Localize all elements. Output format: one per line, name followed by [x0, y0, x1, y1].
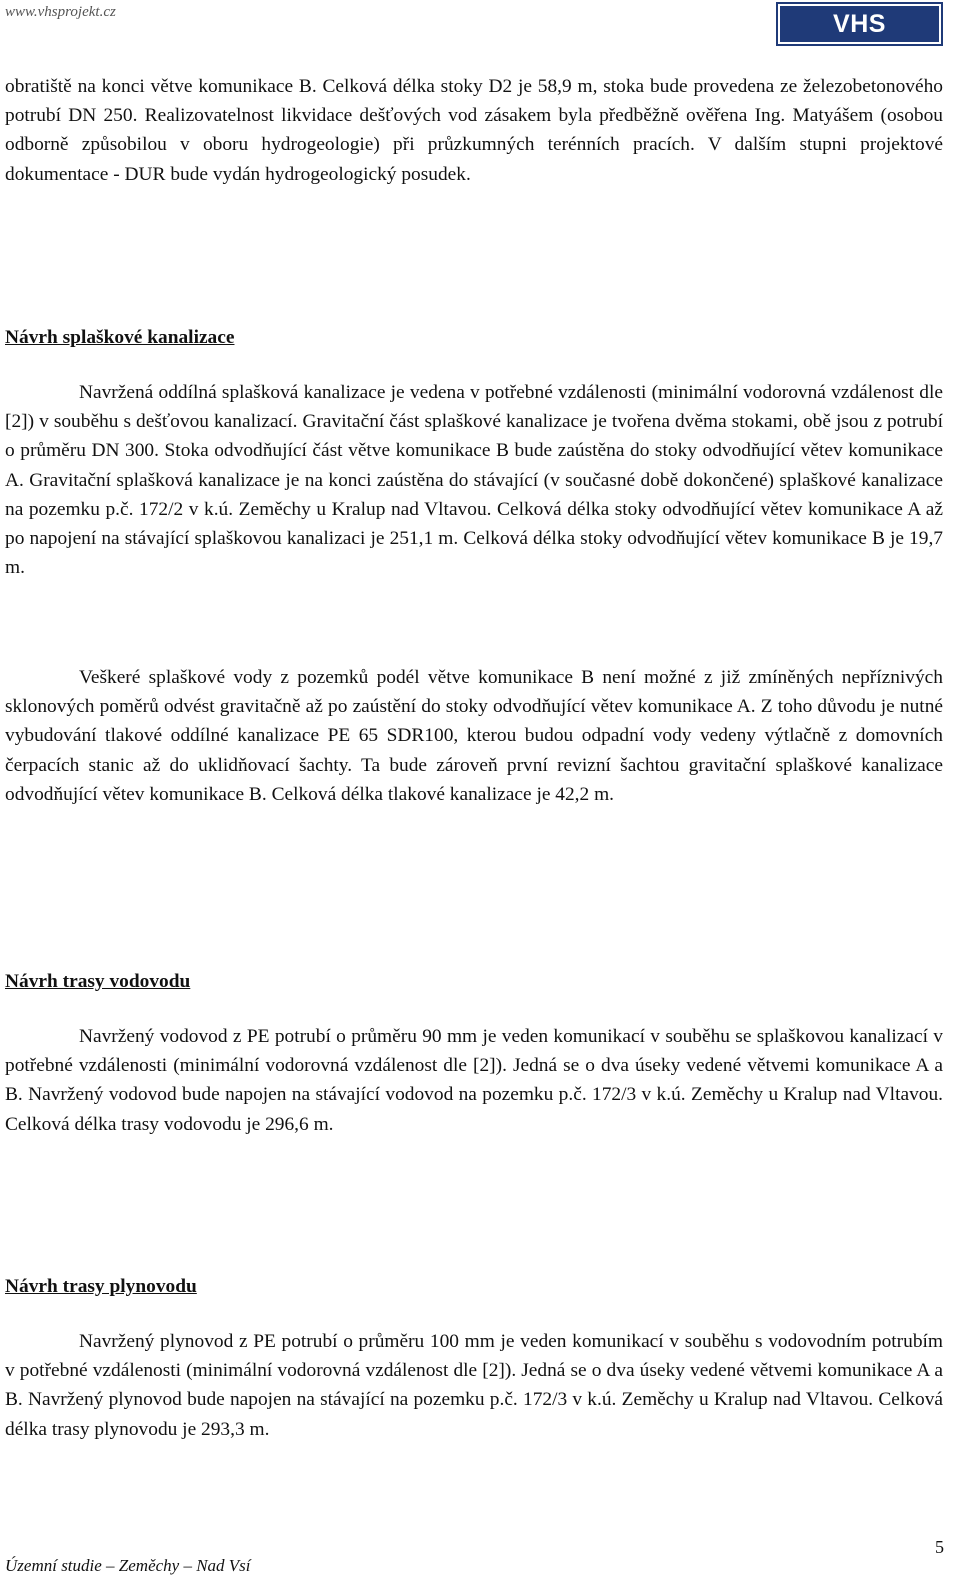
footer-title: Územní studie – Zeměchy – Nad Vsí	[5, 1556, 251, 1575]
logo-text: VHS PROJEKT	[780, 6, 939, 42]
section-heading-sewer: Návrh splaškové kanalizace	[5, 327, 235, 348]
header-url[interactable]: www.vhsprojekt.cz	[5, 4, 116, 20]
gas-paragraph: Navržený plynovod z PE potrubí o průměru 100 mm je veden komunikací v souběhu s vodovodním potrubím v potřebné vzdálenosti (minimální vodorovná vzdálenost dle [2]). Jedná se o dva úseky vedené větvemi komunikace A a B. Navržený plynovod bude napojen na stávající na pozemku p.č. 172/3 v k.ú. Zeměchy u Kralup nad Vltavou. Celková délka trasy plynovodu je 293,3 m.	[5, 1331, 943, 1440]
section-heading-gas: Návrh trasy plynovodu	[5, 1276, 197, 1297]
company-logo	[776, 2, 943, 74]
page-number: 5	[935, 1537, 944, 1557]
water-paragraph: Navržený vodovod z PE potrubí o průměru 90 mm je veden komunikací v souběhu se splaškovou kanalizací v potřebné vzdálenosti (minimální vodorovná vzdálenost dle [2]). Jedná se o dva úseky vedené větvemi komunikace A a B. Navržený vodovod bude napojen na stávající vodovod na pozemku p.č. 172/3 v k.ú. Zeměchy u Kralup nad Vltavou. Celková délka trasy vodovodu je 296,6 m.	[5, 1026, 943, 1135]
intro-paragraph: obratiště na konci větve komunikace B. Celková délka stoky D2 je 58,9 m, stoka bude provedena ze železobetonového potrubí DN 250. Realizovatelnost likvidace dešťových vod zásakem byla předběžně ověřena Ing. Matyášem (osobou odborně způsobilou v oboru hydrogeologie) při průzkumných terénních pracích. V dalším stupni projektové dokumentace - DUR bude vydán hydrogeologický posudek.	[5, 76, 943, 185]
sewer-paragraph-1: Navržená oddílná splašková kanalizace je vedena v potřebné vzdálenosti (minimální vodorovná vzdálenost dle [2]) v souběhu s dešťovou kanalizací. Gravitační část splaškové kanalizace je tvořena dvěma stokami, obě jsou z potrubí o průměru DN 300. Stoka odvodňující část větve komunikace B bude zaústěna do stoky odvodňující větev komunikace A. Gravitační splašková kanalizace je na konci zaústěna do stávající (v současné době dokončené) splaškové kanalizace na pozemku p.č. 172/2 v k.ú. Zeměchy u Kralup nad Vltavou. Celková délka stoky odvodňující větev komunikace A až po napojení na stávající splaškovou kanalizaci je 251,1 m. Celková délka stoky odvodňující větev komunikace B je 19,7 m.	[5, 382, 943, 579]
section-heading-water: Návrh trasy vodovodu	[5, 971, 191, 992]
sewer-paragraph-2: Veškeré splaškové vody z pozemků podél větve komunikace B není možné z již zmíněných nepříznivých sklonových poměrů odvést gravitačně až po zaústění do stoky odvodňující větev komunikace A. Z toho důvodu je nutné vybudování tlakové oddílné kanalizace PE 65 SDR100, kterou budou odpadní vody vedeny výtlačně z domovních čerpacích stanic až do uklidňovací šachty. Ta bude zároveň první revizní šachtou gravitační splaškové kanalizace odvodňující větev komunikace B. Celková délka tlakové kanalizace je 42,2 m.	[5, 667, 943, 805]
